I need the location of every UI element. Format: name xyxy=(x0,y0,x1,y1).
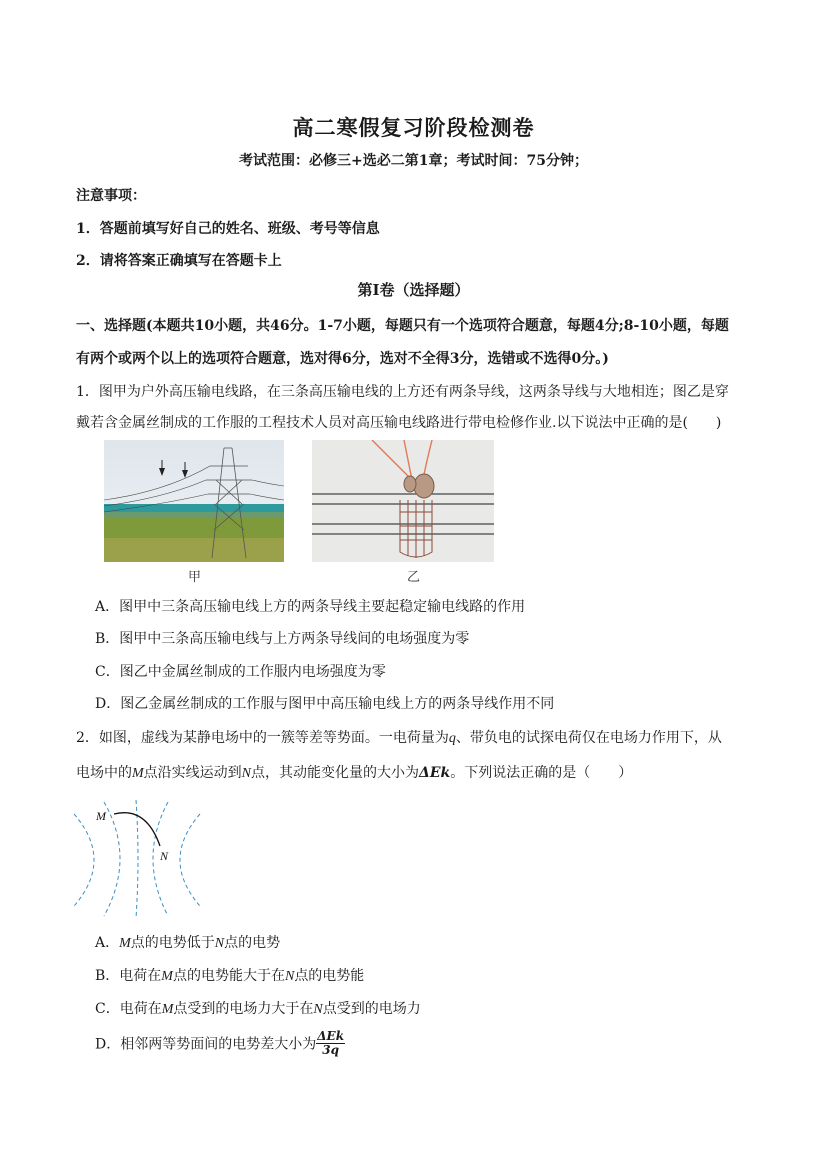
q2-option-b: B．电荷在M点的电势能大于在N点的电势能 xyxy=(95,968,365,984)
notes-heading: 注意事项： xyxy=(76,188,146,204)
caption-yi: 乙 xyxy=(407,570,421,585)
diagram-label-n: N xyxy=(160,849,169,863)
section-instructions-line2: 有两个或两个以上的选项符合题意，选对得6分，选对不全得3分，选错或不选得0分。) xyxy=(76,351,609,367)
exam-info: 考试范围：必修三+选必二第1章；考试时间：75分钟； xyxy=(239,153,588,169)
potential-difference-fraction: $\frac{\text{ΔEk}}{3q}$ xyxy=(317,1029,345,1057)
q1-option-c: C．图乙中金属丝制成的工作服内电场强度为零 xyxy=(95,664,386,680)
q2-option-d: D．相邻两等势面间的电势差大小为 $\frac{\text{ΔEk}}{3q}$ xyxy=(95,1029,345,1057)
q2-option-a: A．M点的电势低于N点的电势 xyxy=(95,935,281,951)
q2-option-c: C．电荷在M点受到的电场力大于在N点受到的电场力 xyxy=(95,1001,421,1017)
q2-stem-line1: 2．如图，虚线为某静电场中的一簇等差等势面。一电荷量为q、带负电的试探电荷仅在电场力作用下，从 xyxy=(76,730,722,746)
q1-option-d: D．图乙金属丝制成的工作服与图甲中高压输电线上方的两条导线作用不同 xyxy=(95,696,555,712)
caption-jia: 甲 xyxy=(188,570,202,585)
q1-option-a: A．图甲中三条高压输电线上方的两条导线主要起稳定输电线路的作用 xyxy=(95,599,526,615)
page-title: 高二寒假复习阶段检测卷 xyxy=(292,115,535,140)
notes-item-1: 1．答题前填写好自己的姓名、班级、考号等信息 xyxy=(76,221,380,237)
power-line-photo xyxy=(104,440,284,562)
q1-stem-line1: 1．图甲为户外高压输电线路，在三条高压输电线的上方还有两条导线，这两条导线与大地相连；图乙是穿 xyxy=(76,384,729,400)
q1-option-b: B．图甲中三条高压输电线与上方两条导线间的电场强度为零 xyxy=(95,631,470,647)
section-instructions-line1: 一、选择题(本题共10小题，共46分。1-7小题，每题只有一个选项符合题意，每题4分;8-10小题，每题 xyxy=(76,318,729,334)
equipotential-diagram xyxy=(74,800,224,918)
q1-stem-line2: 戴若含金属丝制成的工作服的工程技术人员对高压输电线路进行带电检修作业.以下说法中正确的是( ) xyxy=(76,415,722,431)
volume-title: 第I卷（选择题） xyxy=(357,281,470,299)
live-line-worker-photo xyxy=(312,440,494,562)
notes-item-2: 2．请将答案正确填写在答题卡上 xyxy=(76,253,282,269)
q2-stem-line2: 电场中的M点沿实线运动到N点，其动能变化量的大小为ΔEk。下列说法正确的是（ ） xyxy=(76,765,633,781)
diagram-label-m: M xyxy=(96,809,106,823)
